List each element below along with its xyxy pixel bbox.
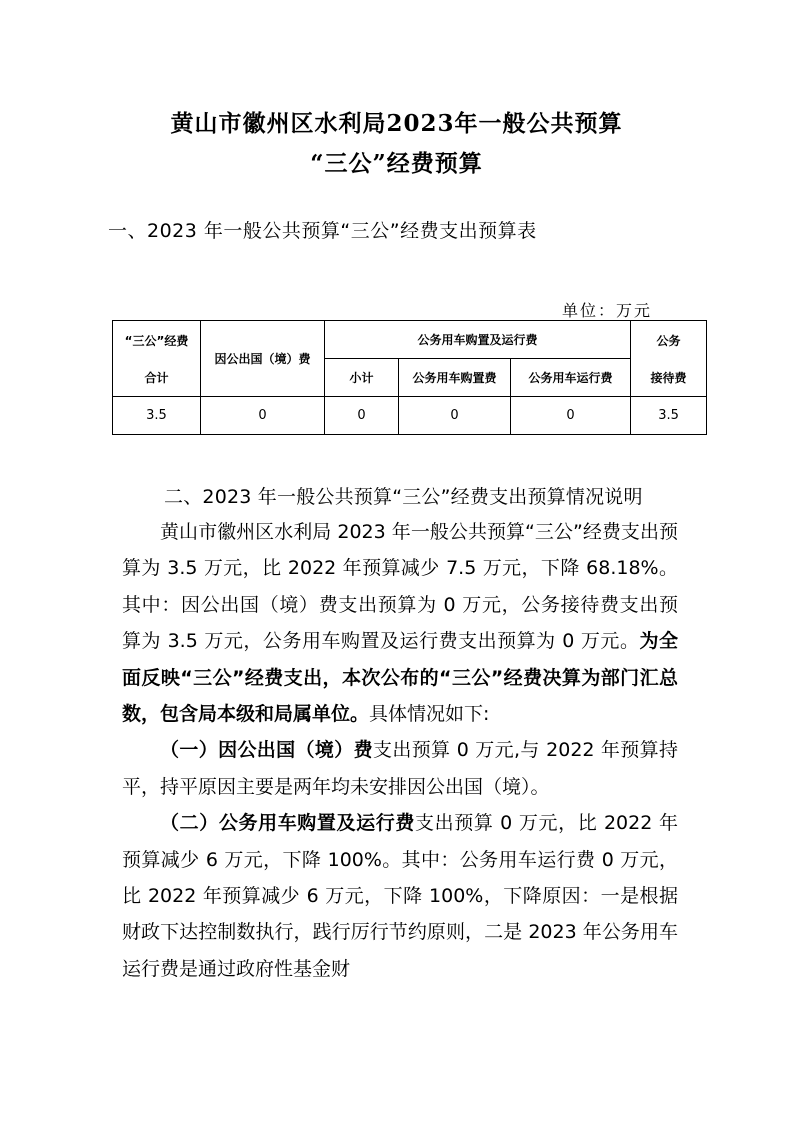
abroad-text: 支出预算 0 万元,与 2022 年预算持平，持平原因主要是两年均未安排因公出国（境）。 [122,739,678,798]
vehicle-subheading: （二）公务用车购置及运行费 [160,812,415,835]
header-subtotal: 小计 [325,359,399,397]
document-title-line1: 黄山市徽州区水利局2023年一般公共预算 [170,110,623,137]
budget-table [112,320,707,435]
value-total: 3.5 [113,397,201,435]
header-vehicle-group: 公务用车购置及运行费 [325,321,631,359]
section2-heading: 二、2023 年一般公共预算“三公”经费支出预算情况说明 [164,486,643,508]
paragraph-abroad [122,732,678,805]
value-abroad: 0 [201,397,325,435]
header-total-line2: 合计 [144,370,169,385]
value-subtotal: 0 [325,397,399,435]
paragraph-vehicle [122,805,678,987]
header-abroad: 因公出国（境）费 [201,321,325,397]
table-header-row [113,321,707,359]
section1-heading: 一、2023 年一般公共预算“三公”经费支出预算表 [108,220,537,242]
value-vehicle-purchase: 0 [399,397,511,435]
header-total [113,321,201,397]
summary-tail-text: 具体情况如下: [369,703,490,726]
header-vehicle-operation: 公务用车运行费 [511,359,631,397]
paragraph-summary [122,514,678,732]
unit-label: 单位：万元 [562,301,653,320]
value-reception: 3.5 [631,397,707,435]
value-vehicle-operation: 0 [511,397,631,435]
vehicle-text: 支出预算 0 万元，比 2022 年预算减少 6 万元，下降 100%。其中：公务用车运行费 0 万元，比 2022 年预算减少 6 万元，下降 100%，下降原因：一是根据财政下达控制数执行，践行厉行节约原则，二是 2023 年公务用车运行费是通过政府性基金财 [122,812,678,980]
abroad-subheading: （一）因公出国（境）费 [160,739,373,762]
summary-bold-text: 为全面反映“三公”经费支出，本次公布的“三公”经费决算为部门汇总数，包含局本级和局属单位。 [122,630,678,726]
header-reception-line2: 接待费 [650,370,687,385]
header-total-line1: “三公”经费 [124,333,189,348]
header-reception [631,321,707,397]
body-text [122,514,678,987]
table-row [113,397,707,435]
summary-text: 黄山市徽州区水利局 2023 年一般公共预算“三公”经费支出预算为 3.5 万元，比 2022 年预算减少 7.5 万元，下降 68.18%。其中：因公出国（境）费支出预算为 0 万元，公务接待费支出预算为 3.5 万元，公务用车购置及运行费支出预算为 0 万元。 [122,521,678,653]
header-vehicle-purchase: 公务用车购置费 [399,359,511,397]
document-title-line2: “三公”经费预算 [310,150,483,177]
header-reception-line1: 公务 [656,333,681,348]
